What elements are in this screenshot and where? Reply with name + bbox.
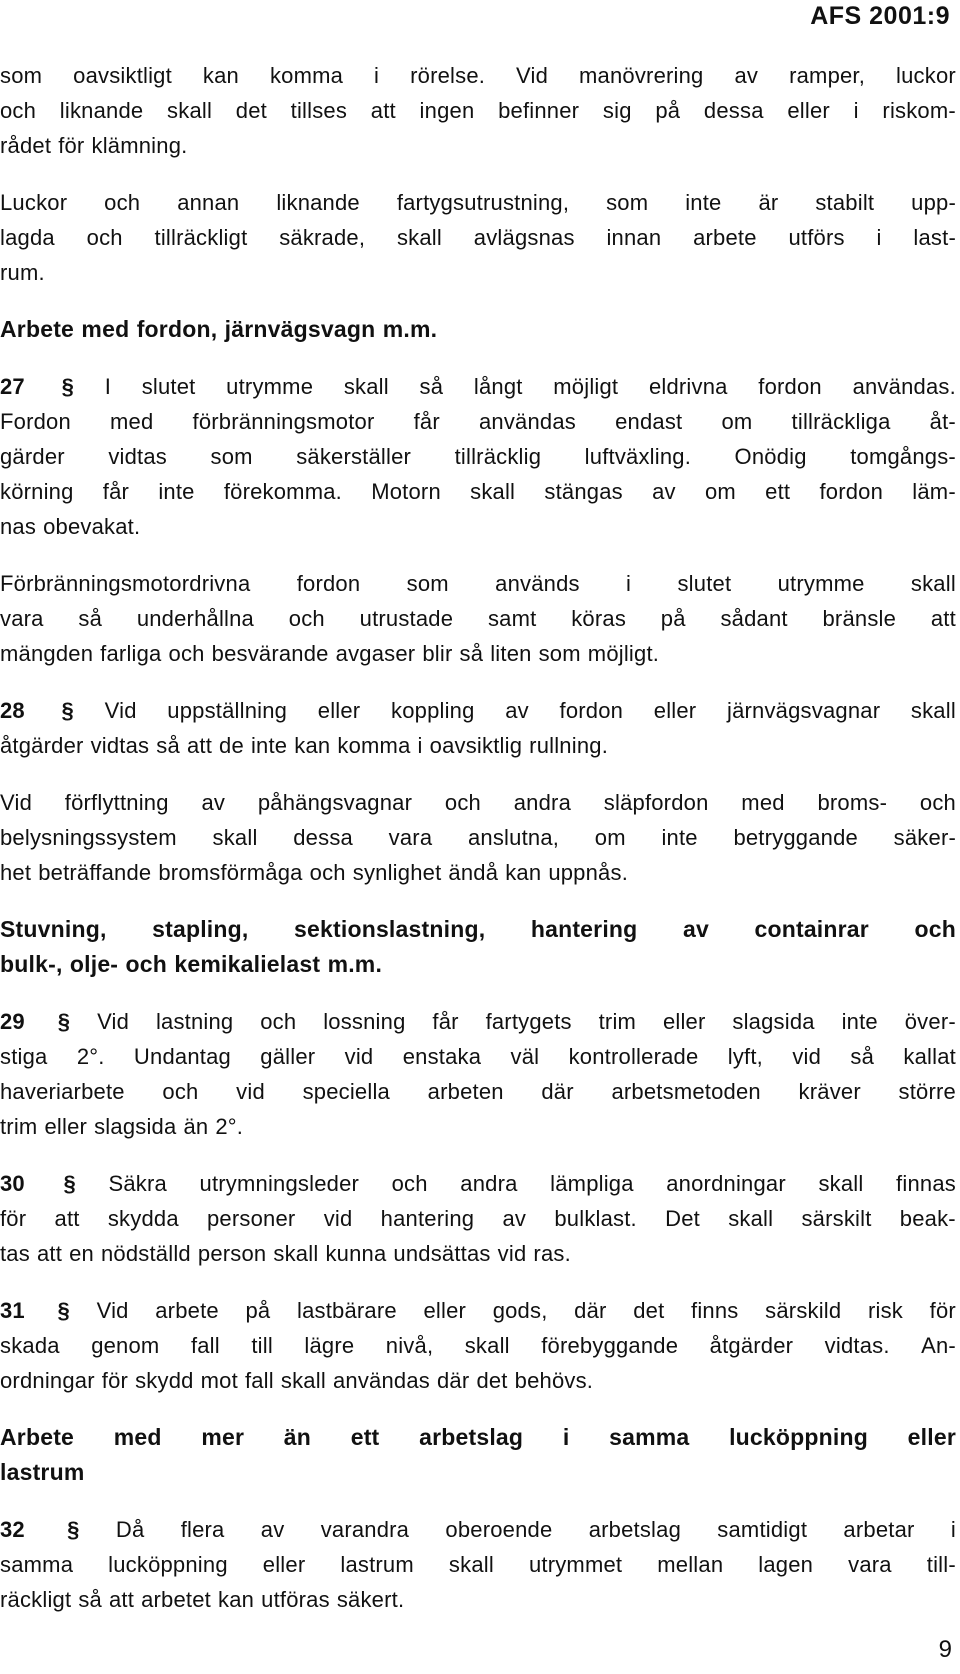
- text-line: Förbränningsmotordrivna fordon som används i slutet utrymme skall: [0, 571, 956, 596]
- section-number: 31: [0, 1298, 25, 1323]
- body-paragraph: [0, 566, 956, 671]
- section-paragraph: [0, 369, 956, 544]
- text-line: åtgärder vidtas så att de inte kan komma i oavsiktlig rullning.: [0, 733, 609, 758]
- text-line: tas att en nödställd person skall kunna undsättas vid ras.: [0, 1241, 571, 1266]
- text-line: Arbete med mer än ett arbetslag i samma lucköppning eller: [0, 1424, 956, 1450]
- document-code: AFS 2001:9: [810, 2, 950, 30]
- section-paragraph: [0, 693, 956, 763]
- section-heading: [0, 912, 956, 982]
- section-paragraph: [0, 1512, 956, 1617]
- text-line: Arbete med fordon, järnvägsvagn m.m.: [0, 316, 438, 342]
- section-number: 30: [0, 1171, 25, 1196]
- text-line: haveriarbete och vid speciella arbeten där arbetsmetoden kräver större: [0, 1079, 956, 1104]
- body-paragraph: [0, 185, 956, 290]
- text-line: mängden farliga och besvärande avgaser blir så liten som möjligt.: [0, 641, 660, 666]
- text-line: gärder vidtas som säkerställer tillräcklig luftväxling. Onödig tomgångs-: [0, 444, 956, 469]
- text-line: räckligt så att arbetet kan utföras säkert.: [0, 1587, 405, 1612]
- section-number: 27: [0, 374, 25, 399]
- document-body: [0, 58, 956, 1639]
- text-line: Luckor och annan liknande fartygsutrustning, som inte är stabilt upp-: [0, 190, 956, 215]
- page-number: 9: [938, 1636, 952, 1663]
- text-line: 31 § Vid arbete på lastbärare eller gods, där det finns särskild risk för: [0, 1293, 956, 1328]
- section-sign-icon: §: [57, 1009, 71, 1034]
- section-paragraph: [0, 1293, 956, 1398]
- text-line: rum.: [0, 260, 45, 285]
- section-sign-icon: §: [61, 374, 74, 399]
- body-paragraph: [0, 58, 956, 163]
- section-sign-icon: §: [61, 698, 74, 723]
- text-line: Vid förflyttning av påhängsvagnar och andra släpfordon med broms- och: [0, 790, 956, 815]
- section-paragraph: [0, 1166, 956, 1271]
- section-number: 32: [0, 1517, 25, 1542]
- section-sign-icon: §: [67, 1517, 80, 1542]
- section-heading: [0, 1420, 956, 1490]
- text-line: ordningar för skydd mot fall skall användas där det behövs.: [0, 1368, 594, 1393]
- section-number: 28: [0, 698, 25, 723]
- text-line: stiga 2°. Undantag gäller vid enstaka väl kontrollerade lyft, vid så kallat: [0, 1044, 956, 1069]
- text-line: trim eller slagsida än 2°.: [0, 1114, 244, 1139]
- section-paragraph: [0, 1004, 956, 1144]
- text-line: skada genom fall till lägre nivå, skall förebyggande åtgärder vidtas. An-: [0, 1333, 956, 1358]
- text-line: Fordon med förbränningsmotor får användas endast om tillräckliga åt-: [0, 409, 956, 434]
- text-line: som oavsiktligt kan komma i rörelse. Vid manövrering av ramper, luckor: [0, 63, 956, 88]
- text-line: för att skydda personer vid hantering av bulklast. Det skall särskilt beak-: [0, 1206, 956, 1231]
- text-line: het beträffande bromsförmåga och synlighet ändå kan uppnås.: [0, 860, 629, 885]
- text-line: körning får inte förekomma. Motorn skall stängas av om ett fordon läm-: [0, 479, 956, 504]
- section-sign-icon: §: [63, 1171, 76, 1196]
- text-line: vara så underhållna och utrustade samt köras på sådant bränsle att: [0, 606, 956, 631]
- text-line: lastrum: [0, 1459, 85, 1485]
- text-line: 29 § Vid lastning och lossning får fartygets trim eller slagsida inte över-: [0, 1004, 956, 1039]
- section-number: 29: [0, 1009, 25, 1034]
- body-paragraph: [0, 785, 956, 890]
- text-line: och liknande skall det tillses att ingen befinner sig på dessa eller i riskom-: [0, 98, 956, 123]
- text-line: Stuvning, stapling, sektionslastning, hantering av containrar och: [0, 916, 956, 942]
- text-line: nas obevakat.: [0, 514, 141, 539]
- text-line: lagda och tillräckligt säkrade, skall avlägsnas innan arbete utförs i last-: [0, 225, 956, 250]
- text-line: bulk-, olje- och kemikalielast m.m.: [0, 951, 383, 977]
- text-line: rådet för klämning.: [0, 133, 188, 158]
- text-line: belysningssystem skall dessa vara anslutna, om inte betryggande säker-: [0, 825, 956, 850]
- section-heading: [0, 312, 956, 347]
- text-line: samma lucköppning eller lastrum skall utrymmet mellan lagen vara till-: [0, 1552, 956, 1577]
- text-line: 28 § Vid uppställning eller koppling av fordon eller järnvägsvagnar skall: [0, 693, 956, 728]
- text-line: 27 § I slutet utrymme skall så långt möjligt eldrivna fordon användas.: [0, 369, 956, 404]
- text-line: 30 § Säkra utrymningsleder och andra lämpliga anordningar skall finnas: [0, 1166, 956, 1201]
- text-line: 32 § Då flera av varandra oberoende arbetslag samtidigt arbetar i: [0, 1512, 956, 1547]
- section-sign-icon: §: [57, 1298, 70, 1323]
